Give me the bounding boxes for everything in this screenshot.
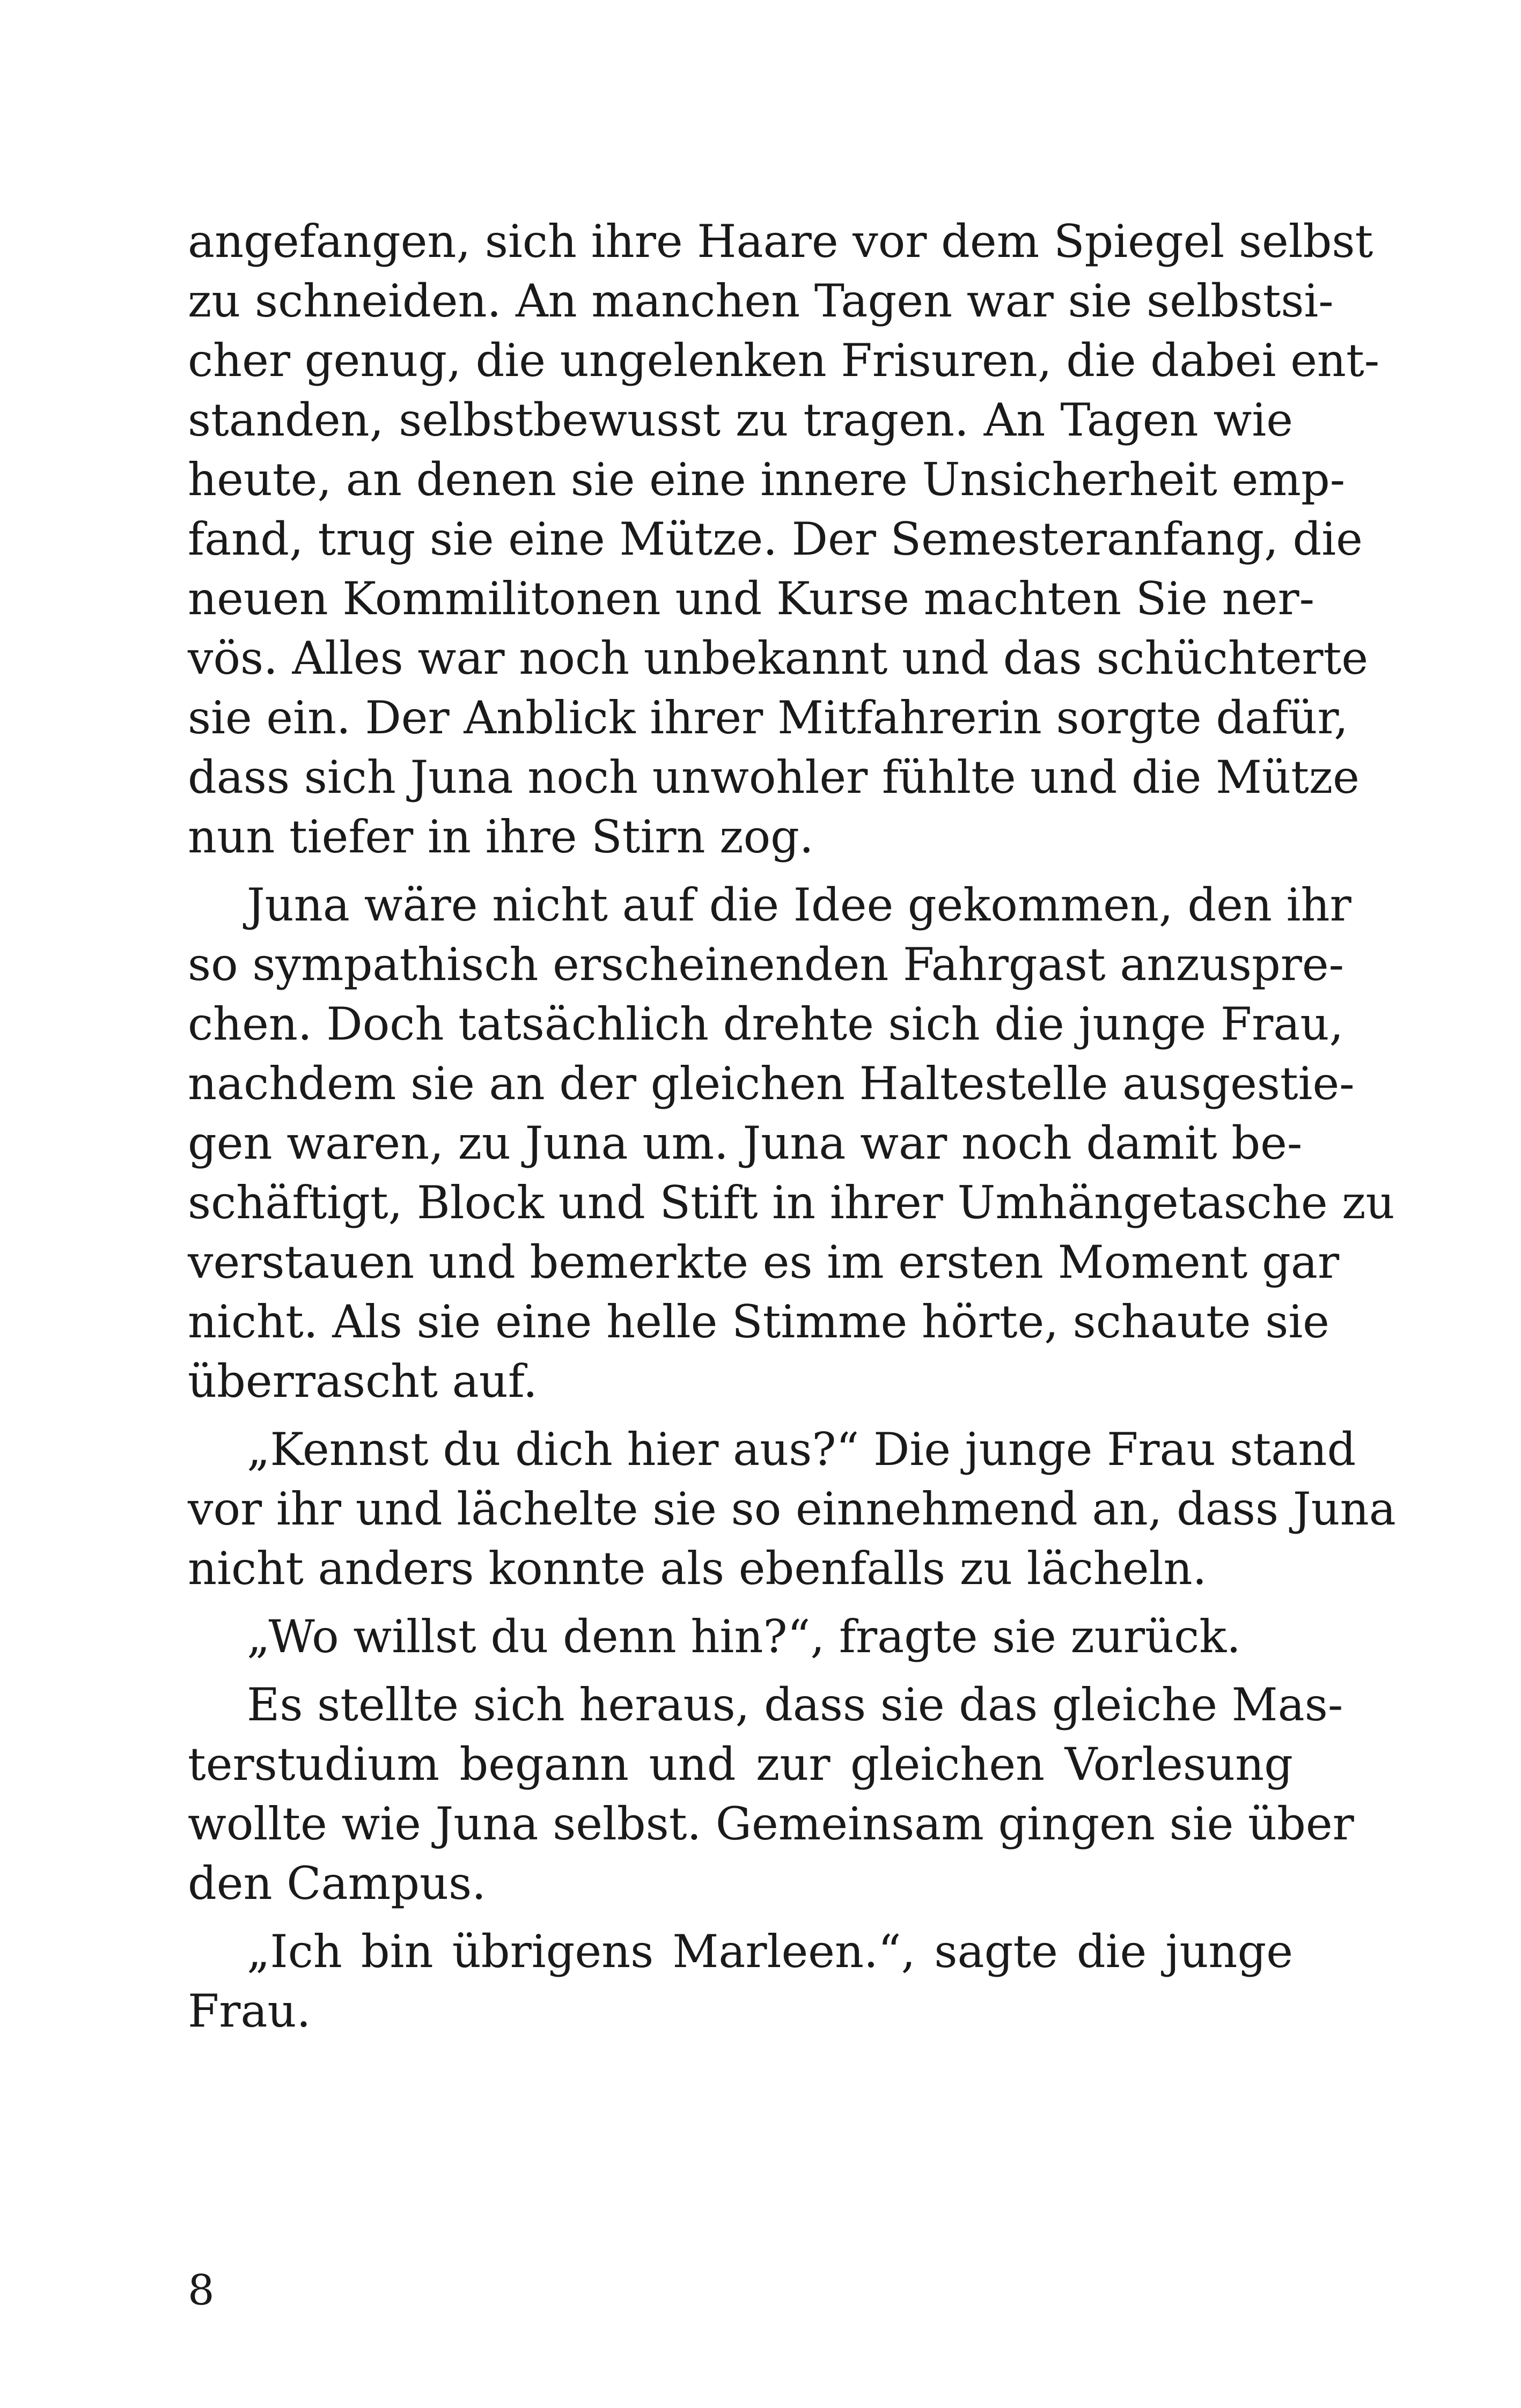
text-line: fand, trug sie eine Mütze. Der Semesteranfang, die xyxy=(188,513,1363,565)
paragraph-gap xyxy=(188,1411,1293,1420)
text-line: den Campus. xyxy=(188,1857,486,1910)
paragraph xyxy=(188,1922,1293,2041)
text-line: standen, selbstbewusst zu tragen. An Tagen wie xyxy=(188,394,1293,446)
text-line: wollte wie Juna selbst. Gemeinsam gingen sie über xyxy=(188,1798,1354,1850)
text-line: nun tiefer in ihre Stirn zog. xyxy=(188,811,814,863)
paragraph-gap xyxy=(188,867,1293,875)
text-line: dass sich Juna noch unwohler fühlte und die Mütze xyxy=(188,751,1360,804)
text-line: nicht anders konnte als ebenfalls zu lächeln. xyxy=(188,1542,1207,1595)
text-line: „Ich bin übrigens Marleen.“, sagte die junge xyxy=(247,1925,1293,1978)
text-line: verstauen und bemerkte es im ersten Moment gar xyxy=(188,1236,1340,1288)
text-line: heute, an denen sie eine innere Unsicherheit emp- xyxy=(188,453,1346,506)
text-line: Juna wäre nicht auf die Idee gekommen, den ihr xyxy=(247,879,1351,931)
text-line: vös. Alles war noch unbekannt und das schüchterte xyxy=(188,632,1369,684)
text-line: zu schneiden. An manchen Tagen war sie selbstsi- xyxy=(188,275,1334,327)
paragraph xyxy=(188,1607,1293,1667)
paragraph-gap xyxy=(188,1599,1293,1607)
text-line: cher genug, die ungelenken Frisuren, die dabei ent- xyxy=(188,334,1380,387)
text-line: Frau. xyxy=(188,1985,311,2037)
text-line: nachdem sie an der gleichen Haltestelle ausgestie- xyxy=(188,1057,1355,1110)
text-line: gen waren, zu Juna um. Juna war noch damit be- xyxy=(188,1117,1303,1169)
body-text xyxy=(188,212,1396,2041)
text-line: neuen Kommilitonen und Kurse machten Sie ner- xyxy=(188,572,1314,625)
text-line: schäftigt, Block und Stift in ihrer Umhängetasche zu xyxy=(188,1176,1395,1229)
text-line: chen. Doch tatsächlich drehte sich die junge Frau, xyxy=(188,998,1344,1050)
text-line: nicht. Als sie eine helle Stimme hörte, schaute sie xyxy=(188,1295,1329,1348)
text-line: terstudium begann und zur gleichen Vorlesung xyxy=(188,1738,1293,1791)
text-line: sie ein. Der Anblick ihrer Mitfahrerin sorgte dafür, xyxy=(188,691,1348,744)
page-number: 8 xyxy=(188,2266,215,2315)
text-line: überrascht auf. xyxy=(188,1355,538,1408)
paragraph xyxy=(188,875,1395,1411)
paragraph xyxy=(188,212,1380,867)
text-line: „Kennst du dich hier aus?“ Die junge Frau stand xyxy=(247,1423,1356,1476)
paragraph xyxy=(188,1675,1354,1913)
paragraph xyxy=(188,1420,1396,1599)
text-line: so sympathisch erscheinenden Fahrgast anzuspre- xyxy=(188,938,1344,991)
text-line: vor ihr und lächelte sie so einnehmend an, dass Juna xyxy=(188,1483,1396,1535)
paragraph-gap xyxy=(188,1913,1293,1922)
text-line: Es stellte sich heraus, dass sie das gleiche Mas- xyxy=(247,1678,1343,1731)
text-line: angefangen, sich ihre Haare vor dem Spiegel selbst xyxy=(188,215,1373,268)
paragraph-gap xyxy=(188,1667,1293,1675)
text-line: „Wo willst du denn hin?“, fragte sie zurück. xyxy=(247,1610,1241,1663)
